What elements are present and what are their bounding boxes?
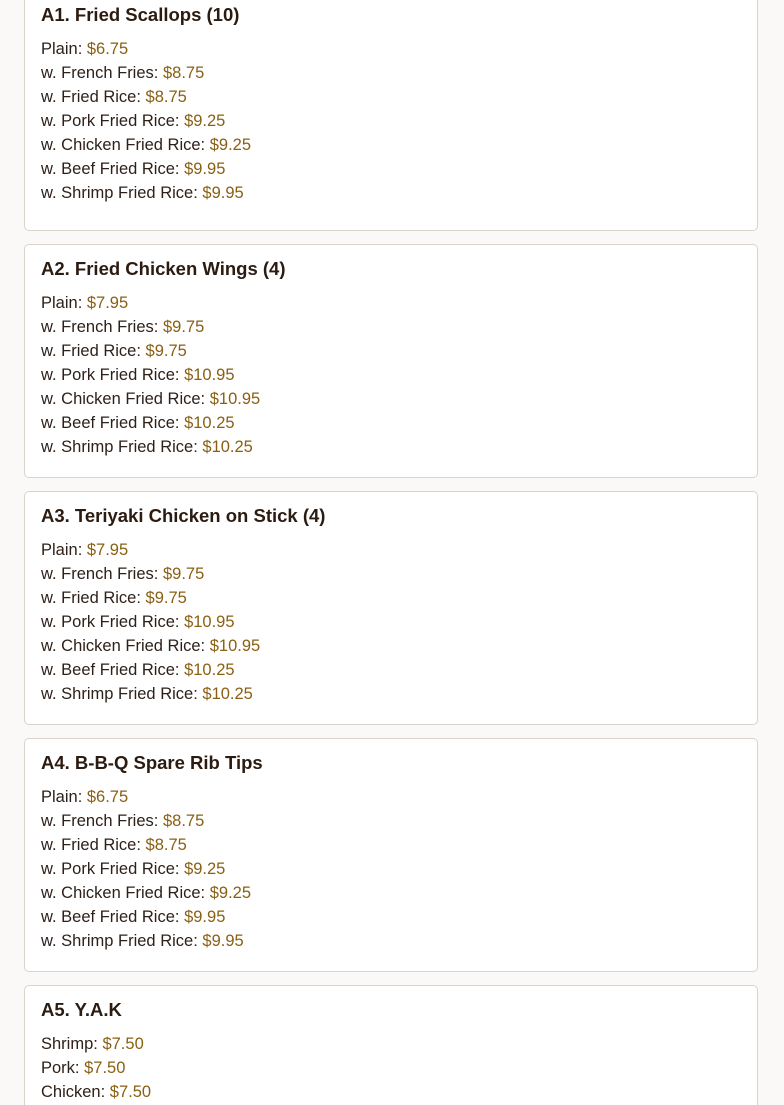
option-label: w. Shrimp Fried Rice: xyxy=(41,438,198,456)
option-label: w. Shrimp Fried Rice: xyxy=(41,932,198,950)
option-label: w. Pork Fried Rice: xyxy=(41,860,180,878)
price-option xyxy=(41,586,741,610)
option-price: $10.95 xyxy=(184,613,235,631)
menu-item-card xyxy=(24,0,758,231)
price-option xyxy=(41,785,741,809)
option-price: $10.95 xyxy=(184,366,235,384)
option-price: $9.95 xyxy=(202,184,244,202)
option-label: w. Chicken Fried Rice: xyxy=(41,884,206,902)
price-option xyxy=(41,363,741,387)
option-label: w. French Fries: xyxy=(41,565,159,583)
price-option xyxy=(41,881,741,905)
option-label: w. Pork Fried Rice: xyxy=(41,112,180,130)
price-option xyxy=(41,109,741,133)
price-option xyxy=(41,1056,741,1080)
option-label: Plain: xyxy=(41,294,83,312)
price-option xyxy=(41,658,741,682)
price-option xyxy=(41,339,741,363)
option-label: w. Beef Fried Rice: xyxy=(41,160,180,178)
option-price: $8.75 xyxy=(162,64,205,82)
option-label: Pork: xyxy=(41,1059,80,1077)
option-price: $9.75 xyxy=(145,589,187,607)
menu-item-title: A5. Y.A.K xyxy=(41,999,122,1020)
price-option xyxy=(41,37,741,61)
option-price: $9.95 xyxy=(184,908,226,926)
option-label: w. French Fries: xyxy=(41,318,159,336)
option-price: $10.25 xyxy=(184,414,235,432)
option-price: $7.95 xyxy=(86,541,129,559)
option-label: Plain: xyxy=(41,788,83,806)
price-option xyxy=(41,1080,741,1104)
option-label: Shrimp: xyxy=(41,1035,98,1053)
option-label: w. Beef Fried Rice: xyxy=(41,661,180,679)
option-price: $10.25 xyxy=(202,438,253,456)
price-option xyxy=(41,562,741,586)
option-label: w. Shrimp Fried Rice: xyxy=(41,184,198,202)
option-price: $7.50 xyxy=(102,1035,144,1053)
option-label: w. Beef Fried Rice: xyxy=(41,908,180,926)
option-price: $10.25 xyxy=(202,685,253,703)
option-price: $9.75 xyxy=(162,565,205,583)
option-price: $8.75 xyxy=(145,88,187,106)
menu-item-card xyxy=(24,738,758,972)
option-price: $9.75 xyxy=(162,318,205,336)
option-label: w. Shrimp Fried Rice: xyxy=(41,685,198,703)
price-option xyxy=(41,610,741,634)
option-label: Plain: xyxy=(41,541,83,559)
menu-item-title: A3. Teriyaki Chicken on Stick (4) xyxy=(41,505,326,526)
price-option xyxy=(41,538,741,562)
price-option xyxy=(41,411,741,435)
option-label: w. Fried Rice: xyxy=(41,836,141,854)
option-price: $8.75 xyxy=(145,836,187,854)
price-option xyxy=(41,133,741,157)
option-price: $10.25 xyxy=(184,661,235,679)
price-options xyxy=(41,1032,741,1104)
price-option xyxy=(41,905,741,929)
price-option xyxy=(41,387,741,411)
option-price: $9.95 xyxy=(184,160,226,178)
price-option xyxy=(41,181,741,205)
option-label: w. Chicken Fried Rice: xyxy=(41,390,206,408)
price-option xyxy=(41,1032,741,1056)
price-option xyxy=(41,929,741,953)
option-label: Chicken: xyxy=(41,1083,106,1101)
option-price: $7.50 xyxy=(109,1083,152,1101)
price-option xyxy=(41,634,741,658)
price-option xyxy=(41,85,741,109)
menu-item-title: A2. Fried Chicken Wings (4) xyxy=(41,258,286,279)
option-price: $9.25 xyxy=(209,136,252,154)
option-label: w. French Fries: xyxy=(41,64,159,82)
option-label: w. Beef Fried Rice: xyxy=(41,414,180,432)
option-label: w. Chicken Fried Rice: xyxy=(41,136,206,154)
option-price: $9.25 xyxy=(184,112,226,130)
option-label: w. Fried Rice: xyxy=(41,88,141,106)
price-option xyxy=(41,435,741,459)
price-option xyxy=(41,61,741,85)
menu-item-card xyxy=(24,985,758,1105)
option-label: w. Chicken Fried Rice: xyxy=(41,637,206,655)
price-option xyxy=(41,157,741,181)
price-options xyxy=(41,785,741,953)
price-option xyxy=(41,809,741,833)
option-price: $10.95 xyxy=(209,637,261,655)
option-label: w. Pork Fried Rice: xyxy=(41,613,180,631)
option-label: w. Fried Rice: xyxy=(41,589,141,607)
option-price: $9.25 xyxy=(209,884,252,902)
option-price: $9.25 xyxy=(184,860,226,878)
option-price: $6.75 xyxy=(86,788,129,806)
option-label: w. French Fries: xyxy=(41,812,159,830)
option-price: $7.50 xyxy=(84,1059,126,1077)
price-options xyxy=(41,291,741,459)
price-option xyxy=(41,315,741,339)
option-price: $8.75 xyxy=(162,812,205,830)
menu-item-title: A1. Fried Scallops (10) xyxy=(41,4,240,25)
menu-item-title: A4. B-B-Q Spare Rib Tips xyxy=(41,752,263,773)
menu-item-card xyxy=(24,491,758,725)
option-price: $9.95 xyxy=(202,932,244,950)
option-price: $9.75 xyxy=(145,342,187,360)
option-price: $7.95 xyxy=(86,294,129,312)
price-option xyxy=(41,682,741,706)
menu-item-card xyxy=(24,244,758,478)
price-option xyxy=(41,857,741,881)
option-label: w. Fried Rice: xyxy=(41,342,141,360)
price-options xyxy=(41,37,741,205)
option-label: w. Pork Fried Rice: xyxy=(41,366,180,384)
option-price: $6.75 xyxy=(86,40,129,58)
option-price: $10.95 xyxy=(209,390,261,408)
price-options xyxy=(41,538,741,706)
price-option xyxy=(41,291,741,315)
option-label: Plain: xyxy=(41,40,83,58)
price-option xyxy=(41,833,741,857)
